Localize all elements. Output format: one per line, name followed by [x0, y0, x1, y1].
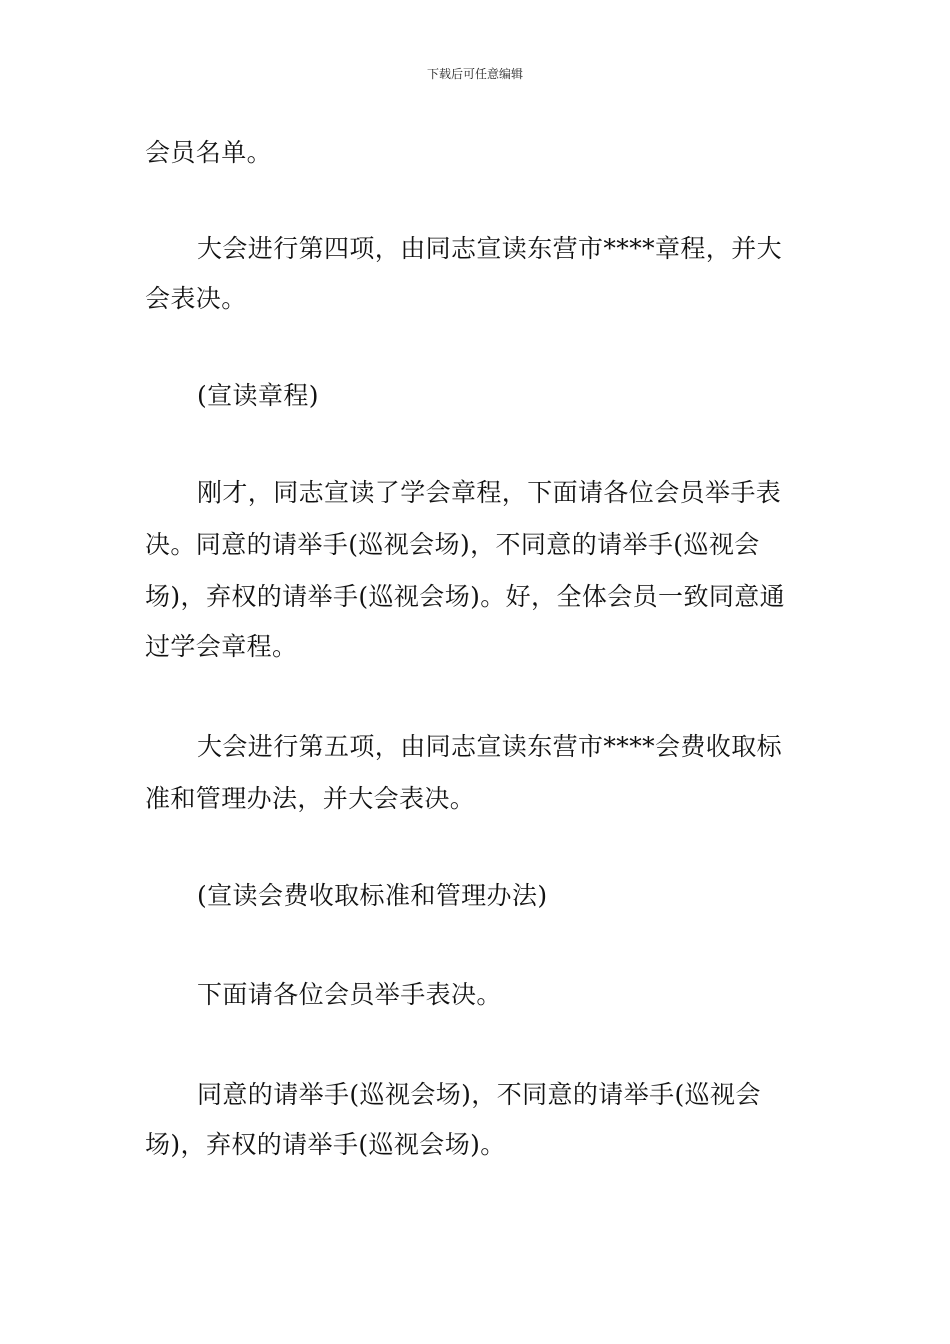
text-line: 场)，弃权的请举手(巡视会场)。 [145, 1130, 506, 1159]
text-line: 会员名单。 [145, 138, 273, 167]
text-line: 下面请各位会员举手表决。 [197, 980, 502, 1009]
text-line: 大会进行第四项，由同志宣读东营市****章程，并大 [197, 234, 783, 263]
text-line: 会表决。 [145, 284, 247, 313]
text-line: 同意的请举手(巡视会场)，不同意的请举手(巡视会 [197, 1080, 761, 1109]
text-line: 过学会章程。 [145, 632, 298, 661]
text-line: 刚才，同志宣读了学会章程，下面请各位会员举手表 [197, 478, 782, 507]
text-line: 决。同意的请举手(巡视会场)，不同意的请举手(巡视会 [145, 530, 760, 559]
text-line: 准和管理办法，并大会表决。 [145, 784, 476, 813]
text-line: 场)，弃权的请举手(巡视会场)。好，全体会员一致同意通 [145, 582, 786, 611]
page-header: 下载后可任意编辑 [426, 67, 523, 81]
text-line: 大会进行第五项，由同志宣读东营市****会费收取标 [197, 732, 783, 761]
text-line: (宣读章程) [197, 381, 319, 410]
text-line: (宣读会费收取标准和管理办法) [197, 881, 548, 910]
